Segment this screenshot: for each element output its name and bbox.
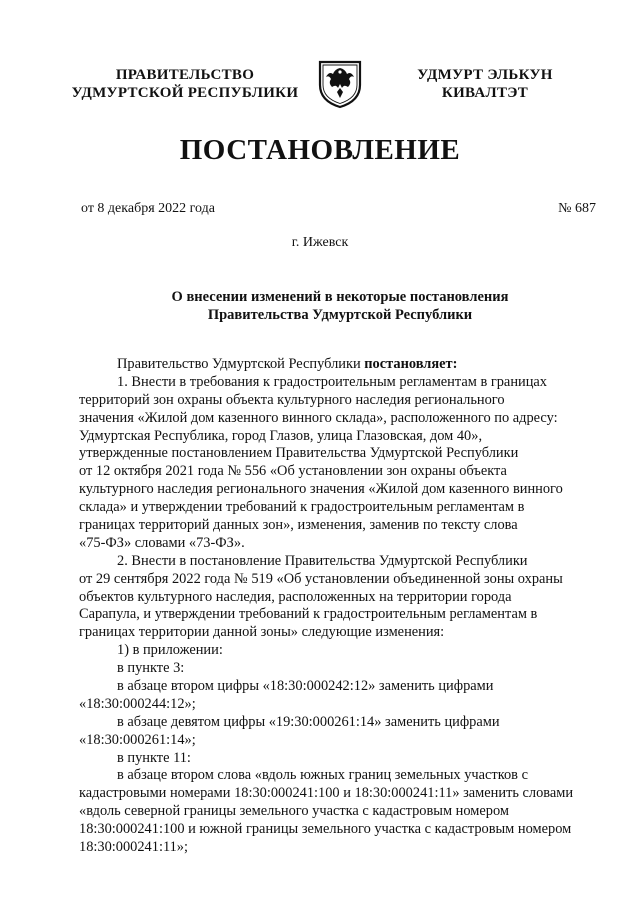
body-line: «75-ФЗ» словами «73-ФЗ». <box>79 534 245 551</box>
body-line: 1. Внести в требования к градостроительным регламентам в границах <box>117 373 548 390</box>
body-line: в пункте 3: <box>117 660 185 677</box>
document-number: № 687 <box>558 201 596 216</box>
body-line: границах территории данной зоны» следующие изменения: <box>79 624 445 641</box>
body-line: в абзаце втором слова «вдоль южных границ земельных участков с <box>117 767 528 784</box>
coat-of-arms-icon <box>316 57 364 109</box>
preamble-line <box>79 356 595 374</box>
document-body <box>79 356 595 857</box>
body-line: от 12 октября 2021 года № 556 «Об установлении зон охраны объекта <box>79 463 507 480</box>
subject-line2: Правительства Удмуртской Республики <box>207 307 473 323</box>
document-city: г. Ижевск <box>291 235 349 250</box>
body-line: «18:30:000261:14»; <box>79 731 196 748</box>
issuer-udmurt-line2: КИВАЛТЭТ <box>441 85 529 101</box>
body-line: Сарапула, и утверждении требований к градостроительным регламентам в <box>79 606 538 623</box>
body-line: кадастровыми номерами 18:30:000241:100 и 18:30:000241:11» заменить словами <box>79 785 574 802</box>
document-title: ПОСТАНОВЛЕНИЕ <box>179 134 461 166</box>
body-line: территорий зон охраны объекта культурного наследия регионального <box>79 391 505 408</box>
body-line: в абзаце девятом цифры «19:30:000261:14» заменить цифрами <box>117 713 500 730</box>
issuer-udmurt <box>385 66 585 102</box>
issuer-russian <box>60 66 310 102</box>
issuer-russian-line1: ПРАВИТЕЛЬСТВО <box>115 67 255 83</box>
document-subject <box>0 288 640 324</box>
body-line: значения «Жилой дом казенного винного склада», расположенного по адресу: <box>79 409 558 426</box>
body-line: «18:30:000244:12»; <box>79 695 196 712</box>
body-line: 18:30:000241:11»; <box>79 839 188 856</box>
body-line: от 29 сентября 2022 года № 519 «Об установлении объединенной зоны охраны <box>79 570 563 587</box>
body-line: в абзаце втором цифры «18:30:000242:12» заменить цифрами <box>117 678 494 695</box>
preamble-verb: постановляет: <box>364 356 458 372</box>
preamble-text: Правительство Удмуртской Республики <box>117 356 365 372</box>
issuer-russian-line2: УДМУРТСКОЙ РЕСПУБЛИКИ <box>71 85 299 101</box>
body-line: утвержденные постановлением Правительства Удмуртской Республики <box>79 445 519 462</box>
body-line: Удмуртская Республика, город Глазов, улица Глазовская, дом 40», <box>79 427 483 444</box>
body-line: склада» и утверждении требований к градостроительным регламентам в <box>79 499 525 516</box>
body-line: «вдоль северной границы земельного участка с кадастровым номером <box>79 803 509 820</box>
body-line: 1) в приложении: <box>117 642 223 659</box>
document-date: от 8 декабря 2022 года <box>81 201 215 216</box>
body-line: культурного наследия регионального значения «Жилой дом казенного винного <box>79 481 563 498</box>
body-line: 2. Внести в постановление Правительства Удмуртской Республики <box>117 552 528 569</box>
issuer-udmurt-line1: УДМУРТ ЭЛЬКУН <box>417 67 553 83</box>
subject-line1: О внесении изменений в некоторые постановления <box>171 289 509 305</box>
body-line: объектов культурного наследия, расположенных на территории города <box>79 588 512 605</box>
body-line: в пункте 11: <box>117 749 191 766</box>
body-line: 18:30:000241:100 и южной границы земельного участка с кадастровым номером <box>79 821 572 838</box>
body-line: границах территорий данных зон», изменения, заменив по тексту слова <box>79 517 518 534</box>
